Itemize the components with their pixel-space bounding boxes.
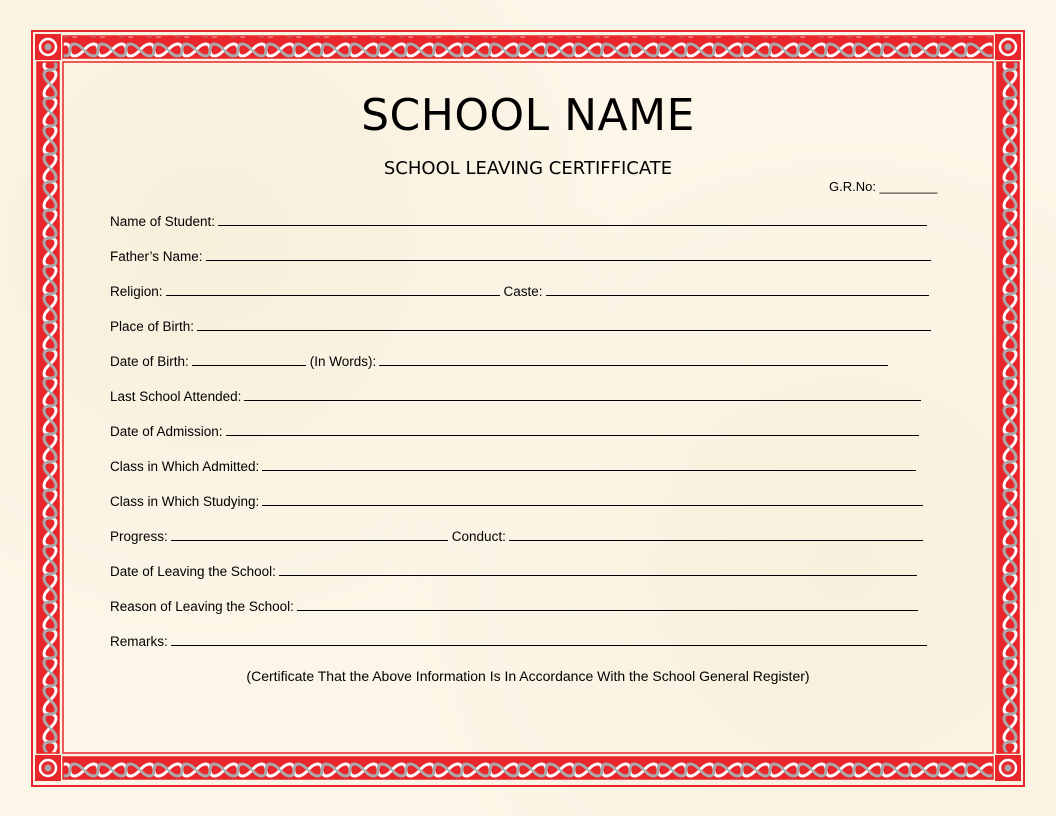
in-words-label: (In Words):: [309, 354, 377, 369]
school-name: SCHOOL NAME: [361, 90, 695, 141]
caste-blank[interactable]: [546, 283, 929, 296]
student-name-row: [110, 213, 927, 229]
reason-of-leaving-row: [110, 598, 918, 614]
corner-ornament-top-left: [35, 34, 61, 60]
date-of-admission-row: [110, 423, 919, 439]
remarks-blank[interactable]: [171, 633, 927, 646]
progress-label: Progress:: [110, 529, 168, 544]
caste-label: Caste:: [503, 284, 543, 299]
remarks-row: [110, 633, 927, 649]
place-of-birth-row: [110, 318, 931, 334]
remarks-label: Remarks:: [110, 634, 168, 649]
progress-conduct-row: [110, 528, 923, 544]
date-of-birth-row: [110, 353, 888, 369]
date-of-admission-label: Date of Admission:: [110, 424, 223, 439]
date-of-leaving-row: [110, 563, 917, 579]
fathers-name-row: [110, 248, 931, 264]
class-admitted-row: [110, 458, 916, 474]
last-school-row: [110, 388, 921, 404]
date-of-admission-blank[interactable]: [226, 423, 919, 436]
date-of-birth-blank[interactable]: [192, 353, 306, 366]
last-school-label: Last School Attended:: [110, 389, 242, 404]
student-name-label: Name of Student:: [110, 214, 216, 229]
date-of-leaving-label: Date of Leaving the School:: [110, 564, 276, 579]
religion-label: Religion:: [110, 284, 163, 299]
conduct-label: Conduct:: [451, 529, 506, 544]
class-admitted-label: Class in Which Admitted:: [110, 459, 260, 474]
class-studying-label: Class in Which Studying:: [110, 494, 260, 509]
in-words-blank[interactable]: [379, 353, 888, 366]
place-of-birth-label: Place of Birth:: [110, 319, 195, 334]
student-name-blank[interactable]: [218, 213, 927, 226]
date-of-birth-label: Date of Birth:: [110, 354, 189, 369]
certificate-title: SCHOOL LEAVING CERTIFFICATE: [383, 158, 673, 179]
reason-of-leaving-blank[interactable]: [297, 598, 918, 611]
religion-blank[interactable]: [166, 283, 500, 296]
fathers-name-label: Father’s Name:: [110, 249, 203, 264]
religion-caste-row: [110, 283, 929, 299]
reason-of-leaving-label: Reason of Leaving the School:: [110, 599, 294, 614]
corner-ornament-bottom-left: [35, 755, 61, 781]
last-school-blank[interactable]: [244, 388, 921, 401]
conduct-blank[interactable]: [509, 528, 923, 541]
corner-ornament-top-right: [995, 34, 1021, 60]
class-studying-blank[interactable]: [262, 493, 923, 506]
date-of-leaving-blank[interactable]: [279, 563, 917, 576]
place-of-birth-blank[interactable]: [197, 318, 931, 331]
register-note: (Certificate That the Above Information Is In Accordance With the School General Register): [246, 668, 810, 684]
corner-ornament-bottom-right: [995, 755, 1021, 781]
fathers-name-blank[interactable]: [206, 248, 931, 261]
class-studying-row: [110, 493, 923, 509]
gr-number-field: G.R.No: ________: [829, 179, 938, 194]
class-admitted-blank[interactable]: [262, 458, 916, 471]
progress-blank[interactable]: [171, 528, 448, 541]
